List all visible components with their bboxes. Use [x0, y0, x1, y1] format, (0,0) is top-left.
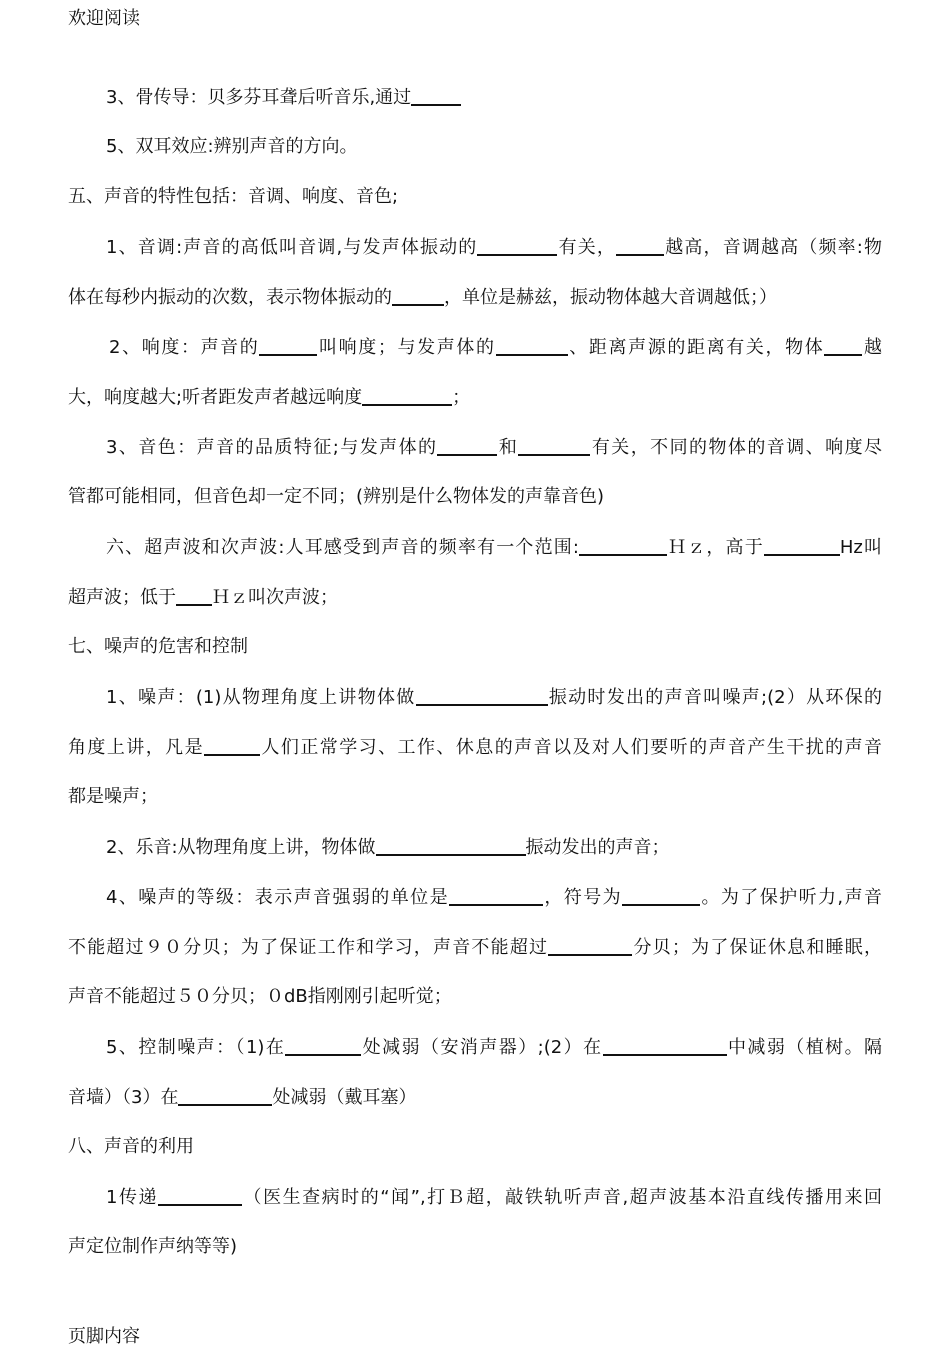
page-footer: 页脚内容	[68, 1326, 140, 1347]
text-line: 声定位制作声纳等等)	[68, 1236, 238, 1257]
fill-blank	[616, 236, 664, 256]
text-line: 1、音调:声音的高低叫音调,与发声体振动的 有关， 越高，音调越高（频率:物	[106, 237, 882, 258]
fill-blank	[548, 936, 632, 956]
text-line: 5、控制噪声：（1)在 处减弱（安消声器）;(2）在 中减弱（植树。隔	[106, 1037, 883, 1058]
fill-blank	[411, 86, 461, 106]
fill-blank	[392, 286, 444, 306]
section-heading: 七、噪声的危害和控制	[68, 636, 248, 657]
fill-blank	[158, 1186, 242, 1206]
text-line: 声音不能超过５０分贝；０dB指刚刚引起听觉；	[68, 986, 452, 1007]
fill-blank	[285, 1036, 361, 1056]
fill-blank	[824, 336, 862, 356]
fill-blank	[518, 436, 590, 456]
text-line: 大，响度越大;听者距发声者越远响度 ；	[68, 387, 471, 408]
text-line: 2、响度：声音的 叫响度；与发声体的 、距离声源的距离有关，物体 越	[109, 337, 883, 358]
fill-blank	[477, 236, 557, 256]
text-line: 3、骨传导：贝多芬耳聋后听音乐,通过	[68, 86, 882, 109]
fill-blank	[259, 336, 317, 356]
fill-blank	[176, 586, 212, 606]
fill-blank	[579, 536, 667, 556]
text-line: 角度上讲，凡是 人们正常学习、工作、休息的声音以及对人们要听的声音产生干扰的声音	[68, 737, 883, 758]
fill-blank	[437, 436, 497, 456]
text-line: 4、噪声的等级：表示声音强弱的单位是 ，符号为 。为了保护听力,声音	[106, 887, 882, 908]
text-line: 2、乐音:从物理角度上讲，物体做 振动发出的声音；	[106, 837, 670, 858]
text-line: 都是噪声；	[68, 786, 158, 807]
fill-blank	[449, 886, 543, 906]
page-header: 欢迎阅读	[68, 8, 140, 29]
text-line: 不能超过９０分贝；为了保证工作和学习，声音不能超过 分贝；为了保证休息和睡眠，	[68, 937, 883, 958]
fill-blank	[178, 1086, 272, 1106]
fill-blank	[496, 336, 568, 356]
fill-blank	[376, 836, 526, 856]
text-line: 5、双耳效应:辨别声音的方向。	[106, 136, 358, 157]
text-line: 1、噪声：(1)从物理角度上讲物体做 振动时发出的声音叫噪声;(2）从环保的	[106, 687, 882, 708]
fill-blank	[603, 1036, 727, 1056]
fill-blank	[362, 386, 452, 406]
text-line: 管都可能相同，但音色却一定不同；(辨别是什么物体发的声靠音色)	[68, 486, 605, 507]
fill-blank	[764, 536, 840, 556]
text-line: 3、音色：声音的品质特征;与发声体的 和 有关，不同的物体的音调、响度尽	[106, 437, 883, 458]
text-line: 1传递 （医生查病时的“闻”,打Ｂ超，敲铁轨听声音,超声波基本沿直线传播用来回	[106, 1187, 882, 1208]
fill-blank	[622, 886, 700, 906]
text-line: 音墙）（3）在 处减弱（戴耳塞）	[68, 1087, 417, 1108]
section-heading: 五、声音的特性包括：音调、响度、音色;	[68, 186, 399, 207]
fill-blank	[204, 736, 260, 756]
text-line: 超声波；低于 Ｈｚ叫次声波；	[68, 587, 338, 608]
section-heading: 八、声音的利用	[68, 1136, 194, 1157]
text-line: 六、超声波和次声波:人耳感受到声音的频率有一个范围: Ｈｚ，高于 Hz叫	[106, 537, 882, 558]
fill-blank	[416, 686, 548, 706]
text-line: 体在每秒内振动的次数，表示物体振动的 ，单位是赫兹，振动物体越大音调越低；）	[68, 287, 777, 308]
